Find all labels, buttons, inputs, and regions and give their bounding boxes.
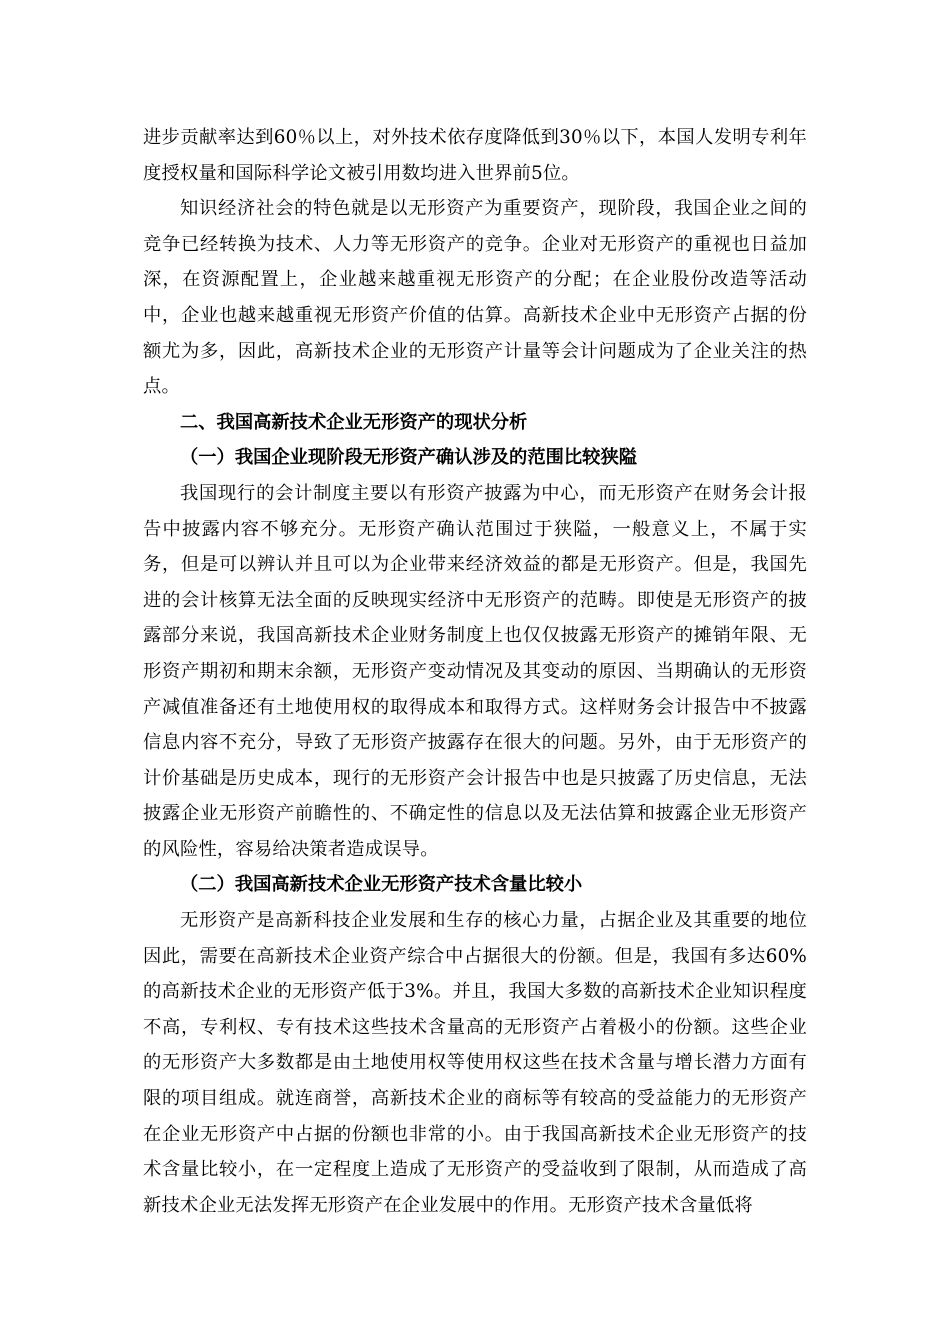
paragraph-technology-content: 无形资产是高新科技企业发展和生存的核心力量，占据企业及其重要的地位因此，需要在高新技术企业资产综合中占据很大的份额。但是，我国有多达60%的高新技术企业的无形资产低于3%。并且，我国大多数的高新技术企业知识程度不高，专利权、专有技术这些技术含量高的无形资产占着极小的份额。这些企业的无形资产大多数都是由土地使用权等使用权这些在技术含量与增长潜力方面有限的项目组成。就连商誉，高新技术企业的商标等有较高的受益能力的无形资产在企业无形资产中占据的份额也非常的小。由于我国高新技术企业无形资产的技术含量比较小，在一定程度上造成了无形资产的受益收到了限制，从而造成了高新技术企业无法发挥无形资产在企业发展中的作用。无形资产技术含量低将 — [143, 910, 807, 1216]
paragraph-recognition-scope: 我国现行的会计制度主要以有形资产披露为中心，而无形资产在财务会计报告中披露内容不够充分。无形资产确认范围过于狭隘，一般意义上，不属于实务，但是可以辨认并且可以为企业带来经济效益的都是无形资产。但是，我国先进的会计核算无法全面的反映现实经济中无形资产的范畴。即使是无形资产的披露部分来说，我国高新技术企业财务制度上也仅仅披露无形资产的摊销年限、无形资产期初和期末余额，无形资产变动情况及其变动的原因、当期确认的无形资产减值准备还有土地使用权的取得成本和取得方式。这样财务会计报告中不披露信息内容不充分，导致了无形资产披露存在很大的问题。另外，由于无形资产的计价基础是历史成本，现行的无形资产会计报告中也是只披露了历史信息，无法披露企业无形资产前瞻性的、不确定性的信息以及无法估算和披露企业无形资产的风险性，容易给决策者造成误导。 — [143, 482, 807, 860]
paragraph-knowledge-economy: 知识经济社会的特色就是以无形资产为重要资产，现阶段，我国企业之间的竞争已经转换为技术、人力等无形资产的竞争。企业对无形资产的重视也日益加深，在资源配置上，企业越来越重视无形资产的分配；在企业股份改造等活动中，企业也越来越重视无形资产价值的估算。高新技术企业中无形资产占据的份额尤为多，因此，高新技术企业的无形资产计量等会计问题成为了企业关注的热点。 — [143, 198, 807, 398]
paragraph-continuation: 进步贡献率达到60％以上，对外技术依存度降低到30％以下，本国人发明专利年度授权量和国际科学论文被引用数均进入世界前5位。 — [143, 127, 807, 184]
section-heading-2: 二、我国高新技术企业无形资产的现状分析 — [180, 411, 528, 433]
subsection-heading-1: （一）我国企业现阶段无形资产确认涉及的范围比较狭隘 — [180, 447, 638, 469]
document-page — [143, 120, 807, 1223]
subsection-heading-2: （二）我国高新技术企业无形资产技术含量比较小 — [180, 874, 583, 896]
